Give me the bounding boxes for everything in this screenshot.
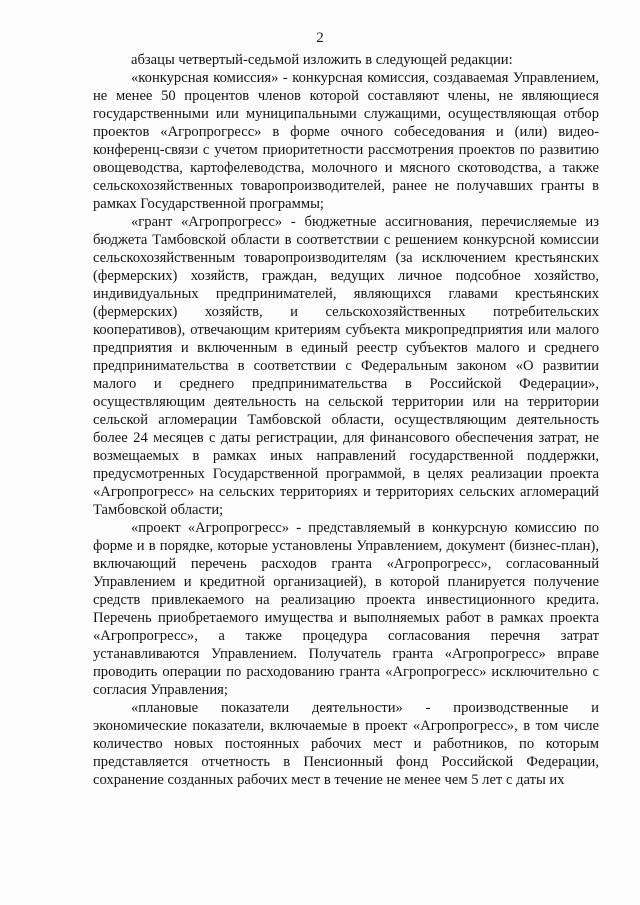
paragraph-planned-indicators: «плановые показатели деятельности» - производственные и экономические показатели, включаемые в проект «Агропрогресс», в том числе количество новых постоянных рабочих мест и работников, по которым представляется отчетность в Пенсионный фонд Российской Федерации, сохранение созданных рабочих мест в течение не менее чем 5 лет с даты их xyxy=(93,700,599,788)
paragraph-competition-commission: «конкурсная комиссия» - конкурсная комиссия, создаваемая Управлением, не менее 50 процентов членов которой составляют члены, не являющиеся государственными или муниципальными служащими, осуществляющая отбор проектов «Агропрогресс» в форме очного собеседования и (или) видео-конференц-связи с учетом приоритетности рассмотрения проектов по развитию овощеводства, картофелеводства, молочного и мясного скотоводства, а также сельскохозяйственных товаропроизводителей, ранее не получавших гранты в рамках Государственной программы; xyxy=(93,70,599,212)
paragraph-agroprogress-grant: «грант «Агропрогресс» - бюджетные ассигнования, перечисляемые из бюджета Тамбовской области в соответствии с решением конкурсной комиссии сельскохозяйственным товаропроизводителям (за исключением крестьянских (фермерских) хозяйств, граждан, ведущих личное подсобное хозяйство, индивидуальных предпринимателей, являющихся главами крестьянских (фермерских) хозяйств, и сельскохозяйственных потребительских кооперативов), отвечающим критериям субъекта микропредприятия или малого предприятия и включенным в единый реестр субъектов малого и среднего предпринимательства в соответствии с Федеральным законом «О развитии малого и среднего предпринимательства в Российской Федерации», осуществляющим деятельность на сельской территории или на территории сельской агломерации Тамбовской области, осуществляющим деятельность более 24 месяцев с даты регистрации, для финансового обеспечения затрат, не возмещаемых в рамках иных направлений государственной поддержки, предусмотренных Государственной программой, в целях реализации проекта «Агропрогресс» на сельских территориях и территориях сельских агломераций Тамбовской области; xyxy=(93,214,599,518)
paragraph-intro: абзацы четвертый-седьмой изложить в следующей редакции: xyxy=(131,52,513,68)
page-number: 2 xyxy=(316,30,324,46)
paragraph-agroprogress-project: «проект «Агропрогресс» - представляемый в конкурсную комиссию по форме и в порядке, которые установлены Управлением, документ (бизнес-план), включающий перечень расходов гранта «Агропрогресс», согласованный Управлением и кредитной организацией), в которой планируется получение средств привлекаемого на реализацию проекта инвестиционного кредита. Перечень приобретаемого имущества и выполняемых работ в рамках проекта «Агропрогресс», а также процедура согласования перечня затрат устанавливаются Управлением. Получатель гранта «Агропрогресс» вправе проводить операции по расходованию гранта «Агропрогресс» исключительно с согласия Управления; xyxy=(93,520,599,698)
document-body xyxy=(93,51,599,789)
